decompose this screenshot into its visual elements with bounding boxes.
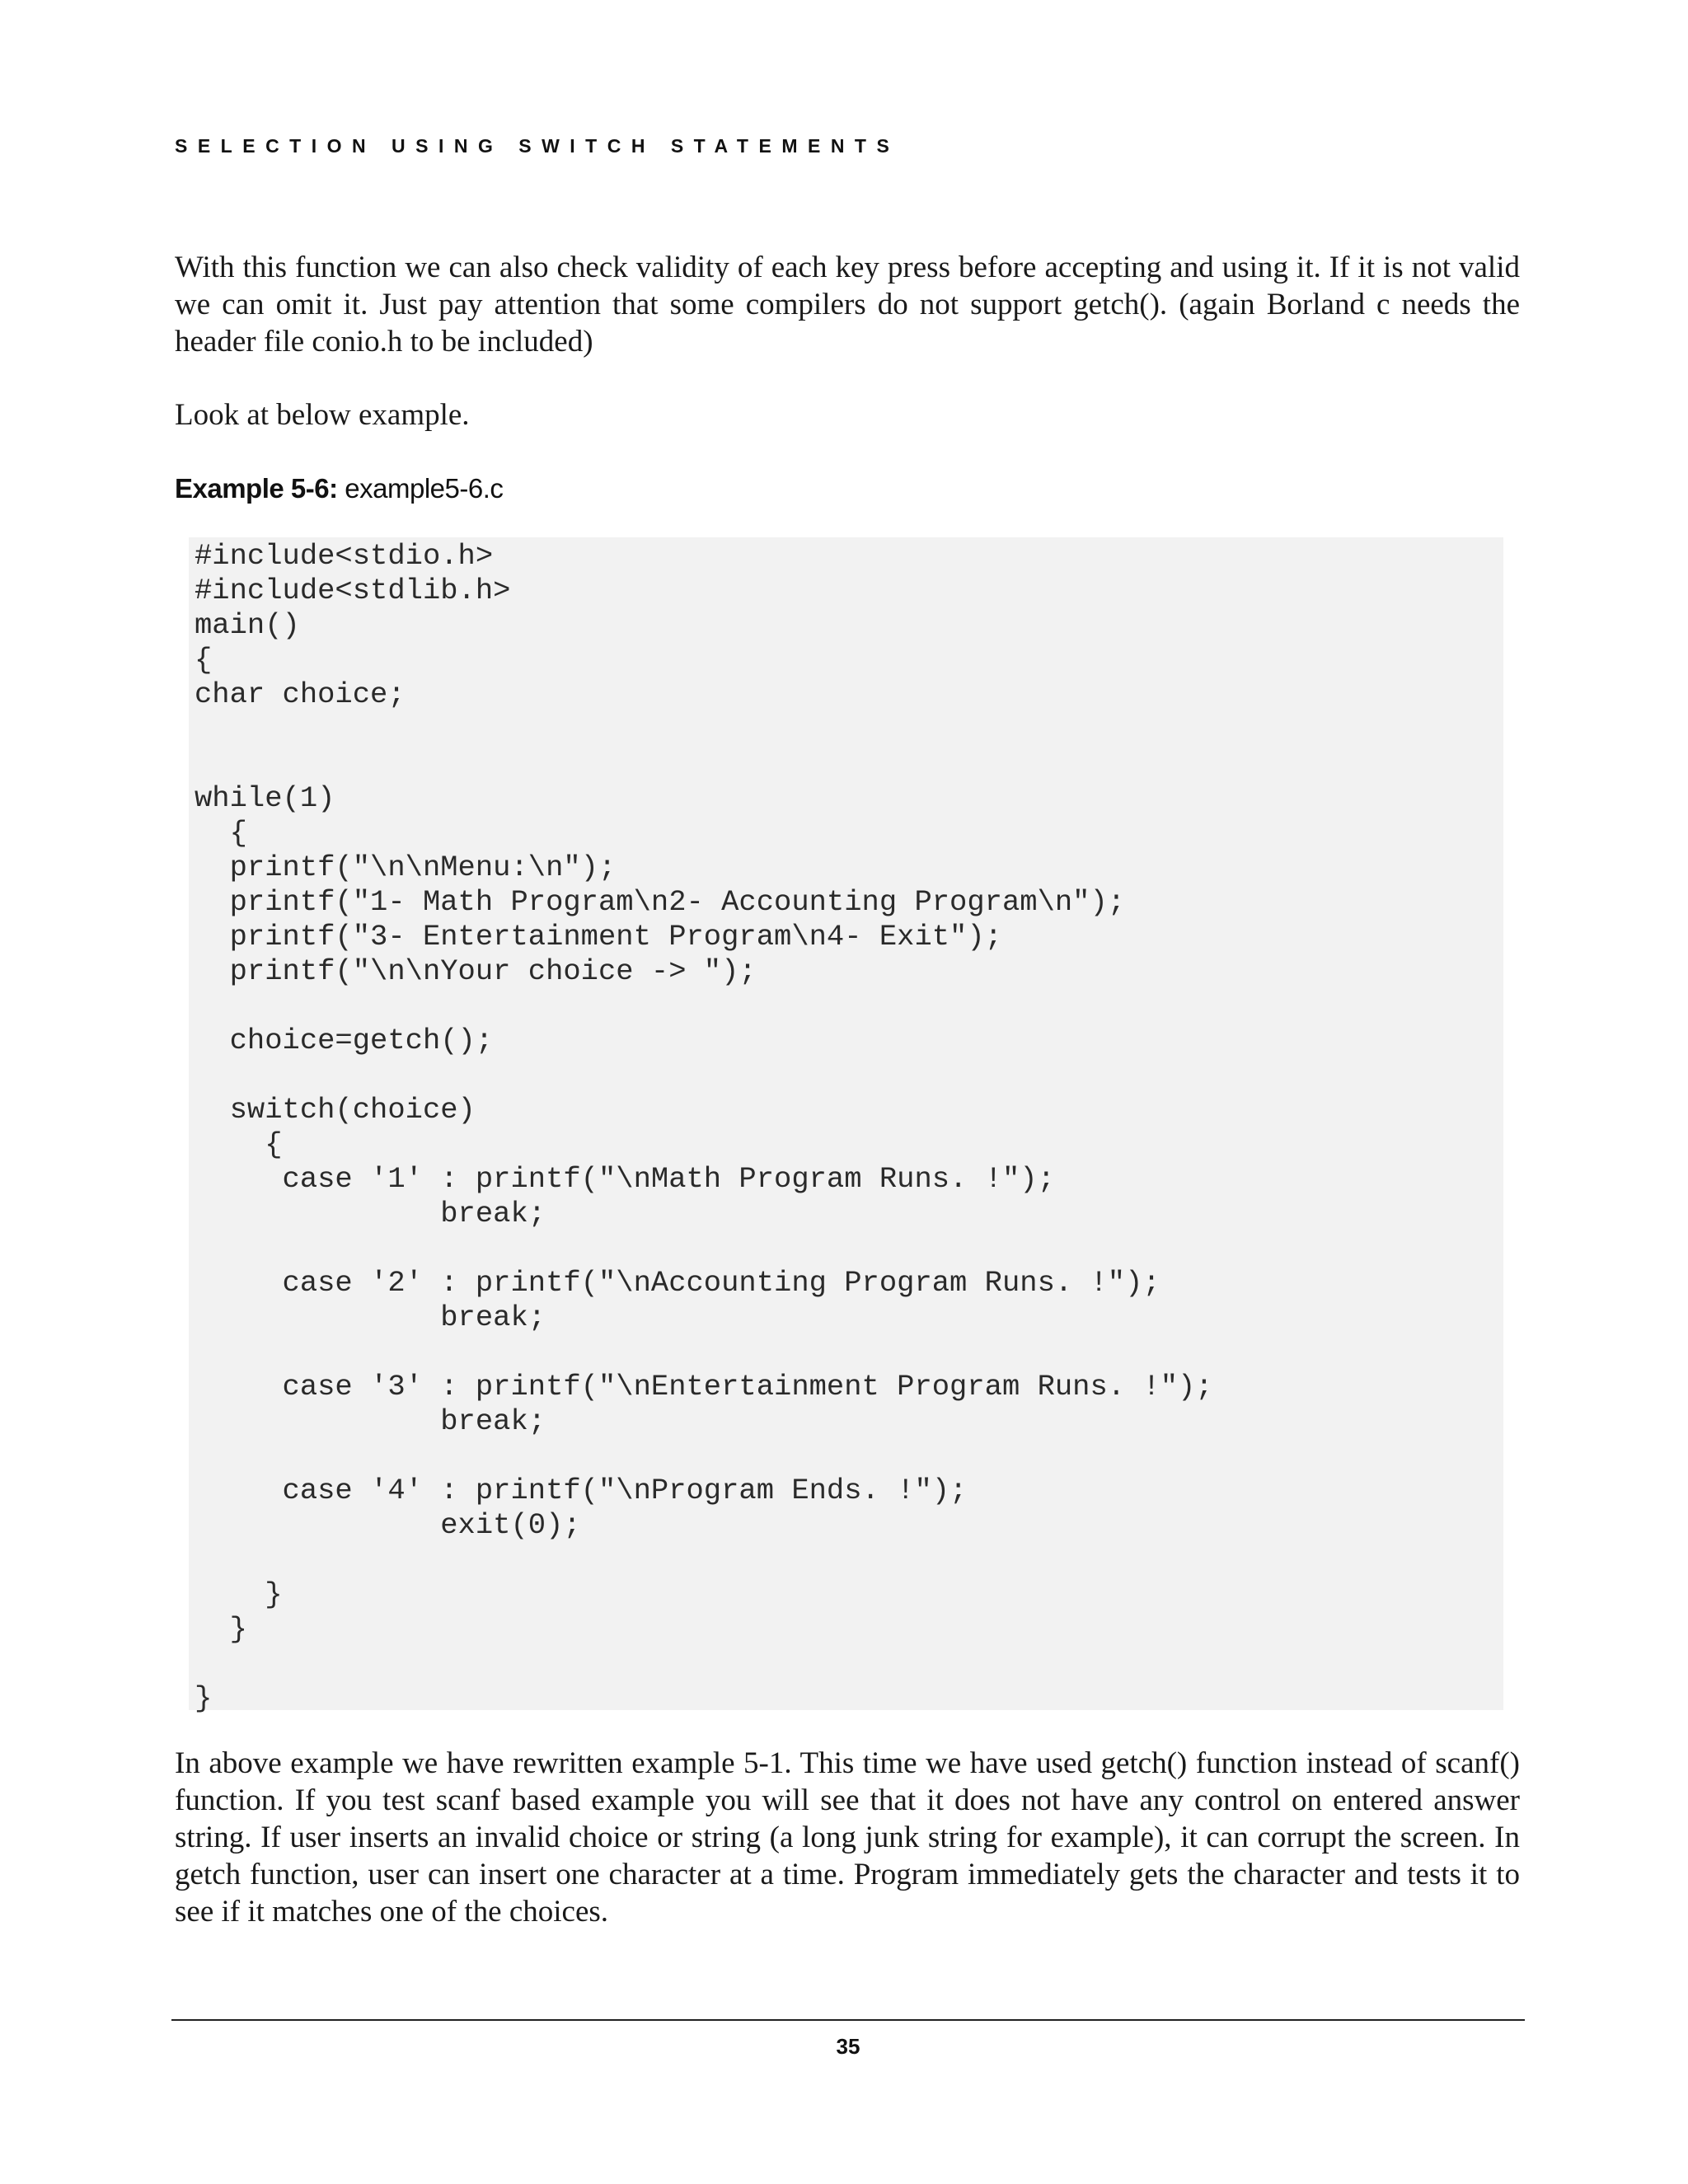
lead-in-paragraph: Look at below example. [175,398,470,432]
example-label: Example 5-6: [175,473,338,504]
explanation-paragraph: In above example we have rewritten example 5-1. This time we have used getch() function instead of scanf() function. If you test scanf based example you will see that it does not have any control on entered answer string. If user inserts an invalid choice or string (a long junk string for example), it can corrupt the screen. In getch function, user can insert one character at a time. Program immediately gets the character and tests it to see if it matches one of the choices. [175,1746,1520,1929]
intro-paragraph: With this function we can also check validity of each key press before accepting and using it. If it is not valid we can omit it. Just pay attention that some compilers do not support getch(). (again Borland c needs the header file conio.h to be included) [175,251,1520,359]
footer-divider [171,2019,1525,2021]
page-number: 35 [836,2034,860,2059]
running-header: SELECTION USING SWITCH STATEMENTS [175,135,900,157]
code-listing: #include<stdio.h> #include<stdlib.h> main() { char choice; while(1) { printf("\n\nMenu:\n"); printf("1- Math Program\n2- Accounting Program\n"); printf("3- Entertainment Program\n4- Exit"); printf("\n\nYour choice -> "); choice=getch(); switch(choice) { case '1' : printf("\nMath Program Runs. !"); break; case '2' : printf("\nAccounting Program Runs. !"); break; case '3' : printf("\nEntertainment Program Runs. !"); break; case '4' : printf("\nProgram Ends. !"); exit(0); } } } [195,539,1213,1715]
example-filename: example5-6.c [345,473,504,504]
code-listing-box [189,537,1503,1715]
example-caption [175,473,503,504]
